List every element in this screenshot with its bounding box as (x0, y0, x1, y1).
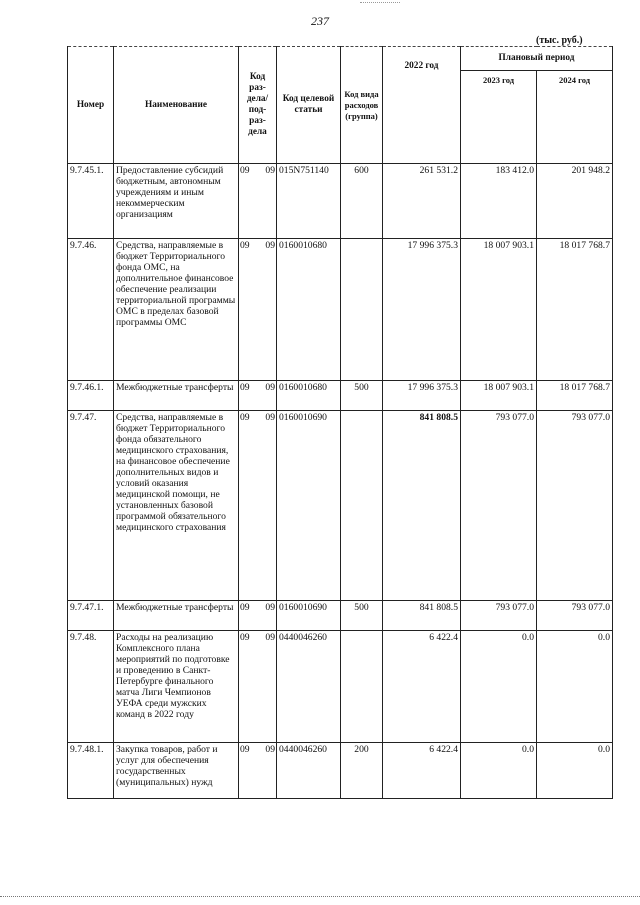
header-section: Код раз- дела/ под- раз- дела (239, 47, 277, 164)
row-2024: 18 017 768.7 (537, 239, 613, 381)
row-2022: 261 531.2 (383, 164, 461, 239)
table-row (68, 164, 613, 239)
row-2022: 841 808.5 (383, 411, 461, 601)
row-2022: 841 808.5 (383, 601, 461, 631)
row-name: Межбюджетные трансферты (114, 381, 239, 411)
row-target: 015N751140 (277, 164, 341, 239)
table-row (68, 381, 613, 411)
row-number: 9.7.48. (68, 631, 114, 743)
row-2023: 793 077.0 (461, 601, 537, 631)
subsection-code: 09 (265, 165, 275, 176)
row-2023: 793 077.0 (461, 411, 537, 601)
section-code: 09 (240, 240, 250, 251)
row-number: 9.7.47.1. (68, 601, 114, 631)
subsection-code: 09 (265, 412, 275, 423)
row-exp-type: 600 (341, 164, 383, 239)
row-exp-type: 200 (341, 743, 383, 799)
row-name: Межбюджетные трансферты (114, 601, 239, 631)
row-2023: 18 007 903.1 (461, 381, 537, 411)
row-section (239, 239, 277, 381)
subsection-code: 09 (265, 632, 275, 643)
subsection-code: 09 (265, 240, 275, 251)
table-row (68, 743, 613, 799)
header-2023: 2023 год (461, 71, 537, 164)
row-2022: 17 996 375.3 (383, 239, 461, 381)
row-exp-type: 500 (341, 381, 383, 411)
subsection-code: 09 (265, 382, 275, 393)
header-number: Номер (68, 47, 114, 164)
row-2022: 17 996 375.3 (383, 381, 461, 411)
section-code: 09 (240, 165, 250, 176)
row-target: 0160010680 (277, 381, 341, 411)
section-code: 09 (240, 602, 250, 613)
section-code: 09 (240, 412, 250, 423)
subsection-code: 09 (265, 744, 275, 755)
row-number: 9.7.48.1. (68, 743, 114, 799)
row-target: 0160010680 (277, 239, 341, 381)
row-section (239, 411, 277, 601)
row-2024: 201 948.2 (537, 164, 613, 239)
row-2023: 0.0 (461, 631, 537, 743)
row-exp-type (341, 411, 383, 601)
header-target: Код целевой статьи (277, 47, 341, 164)
row-name: Средства, направляемые в бюджет Территориального фонда обязательного медицинского страхования, на финансовое обеспечение дополнительных видов и условий оказания медицинской помощи, не установленных базовой программой обязательного медицинского страхования (114, 411, 239, 601)
row-2024: 793 077.0 (537, 601, 613, 631)
row-target: 0160010690 (277, 411, 341, 601)
row-2024: 0.0 (537, 631, 613, 743)
row-name: Предоставление субсидий бюджетным, автономным учреждениям и иным некоммерческим организациям (114, 164, 239, 239)
table-row (68, 239, 613, 381)
row-number: 9.7.45.1. (68, 164, 114, 239)
row-name: Средства, направляемые в бюджет Территориального фонда ОМС, на дополнительное финансовое обеспечение реализации территориальной программы ОМС в пределах базовой программы ОМС (114, 239, 239, 381)
page-number: 237 (311, 14, 329, 28)
row-section (239, 743, 277, 799)
row-section (239, 631, 277, 743)
row-exp-type: 500 (341, 601, 383, 631)
table-row (68, 631, 613, 743)
row-section (239, 601, 277, 631)
header-exp-type: Код вида расходов (группа) (341, 47, 383, 164)
row-2024: 0.0 (537, 743, 613, 799)
header-planned: Плановый период (461, 47, 613, 71)
row-target: 0160010690 (277, 601, 341, 631)
row-number: 9.7.46. (68, 239, 114, 381)
bottom-rule (0, 896, 640, 897)
subsection-code: 09 (265, 602, 275, 613)
row-2022: 6 422.4 (383, 631, 461, 743)
row-number: 9.7.46.1. (68, 381, 114, 411)
row-2024: 18 017 768.7 (537, 381, 613, 411)
header-name: Наименование (114, 47, 239, 164)
header-2022: 2022 год (383, 47, 461, 164)
row-2023: 183 412.0 (461, 164, 537, 239)
row-2023: 18 007 903.1 (461, 239, 537, 381)
section-code: 09 (240, 632, 250, 643)
row-2024: 793 077.0 (537, 411, 613, 601)
row-exp-type (341, 631, 383, 743)
table-row (68, 411, 613, 601)
row-name: Закупка товаров, работ и услуг для обеспечения государственных (муниципальных) нужд (114, 743, 239, 799)
row-2022: 6 422.4 (383, 743, 461, 799)
section-code: 09 (240, 744, 250, 755)
row-2023: 0.0 (461, 743, 537, 799)
row-number: 9.7.47. (68, 411, 114, 601)
header-2024: 2024 год (537, 71, 613, 164)
row-target: 0440046260 (277, 743, 341, 799)
table-row (68, 601, 613, 631)
row-exp-type (341, 239, 383, 381)
top-rule (360, 2, 400, 3)
units-label: (тыс. руб.) (536, 35, 583, 46)
section-code: 09 (240, 382, 250, 393)
row-section (239, 381, 277, 411)
budget-table (67, 46, 613, 799)
row-section (239, 164, 277, 239)
row-name: Расходы на реализацию Комплексного плана мероприятий по подготовке и проведению в Санкт-Петербурге финального матча Лиги Чемпионов УЕФА среди мужских команд в 2022 году (114, 631, 239, 743)
row-target: 0440046260 (277, 631, 341, 743)
